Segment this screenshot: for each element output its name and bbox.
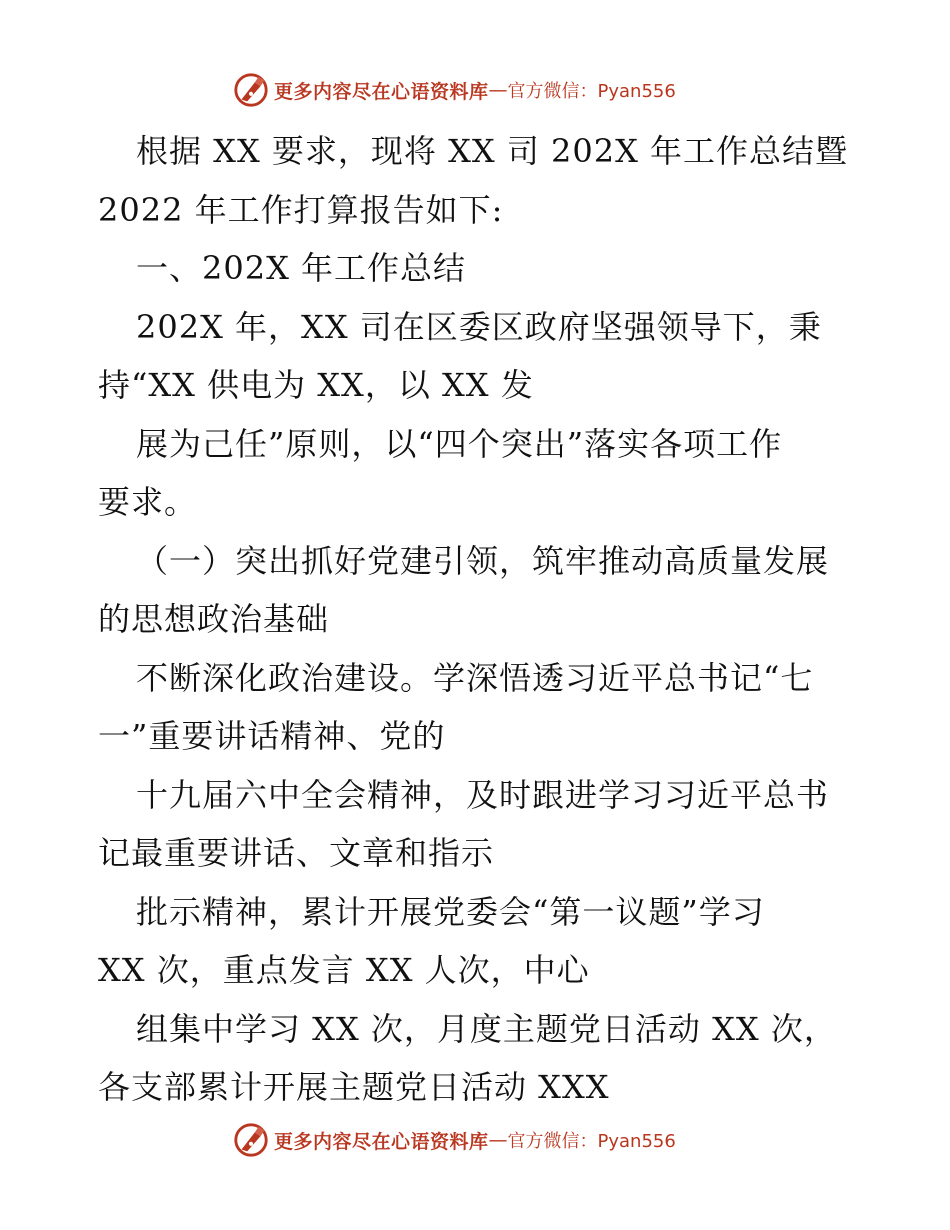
paragraph-line: 记最重要讲话、文章和指示 <box>98 834 495 872</box>
document-body <box>98 122 858 1117</box>
banner-site-name: 更多内容尽在心语资料库 <box>274 80 489 103</box>
paragraph-line: 组集中学习 XX 次，月度主题党日活动 XX 次， <box>136 1009 837 1048</box>
banner-wechat-id: 官方微信：Pyan556 <box>507 81 676 102</box>
header-watermark-banner <box>232 70 732 110</box>
subsection-heading: （一）突出抓好党建引领，筑牢推动高质量发展 <box>136 541 830 580</box>
footer-watermark-banner <box>232 1120 732 1160</box>
paragraph-line: 要求。 <box>98 483 198 521</box>
paragraph-line: 根据 XX 要求，现将 XX 司 202X 年工作总结暨 <box>136 132 849 170</box>
banner-wechat-id: 官方微信：Pyan556 <box>507 1131 676 1152</box>
paragraph-line: 各支部累计开展主题党日活动 XXX <box>98 1068 610 1106</box>
pen-nib-logo-icon <box>232 71 270 109</box>
paragraph-line: 展为己任”原则，以“四个突出”落实各项工作 <box>136 424 783 463</box>
pen-nib-logo-icon <box>232 1121 270 1159</box>
paragraph-line: XX 次，重点发言 XX 人次，中心 <box>98 951 590 989</box>
banner-dash: — <box>488 1129 508 1151</box>
paragraph-line: 不断深化政治建设。学深悟透习近平总书记“七 <box>136 658 814 697</box>
paragraph-line: 的思想政治基础 <box>98 600 330 638</box>
paragraph-line: 2022 年工作打算报告如下: <box>98 190 504 229</box>
paragraph-line: 一”重要讲话精神、党的 <box>98 717 446 755</box>
paragraph-line: 十九届六中全会精神，及时跟进学习习近平总书 <box>136 775 830 814</box>
paragraph-line: 持“XX 供电为 XX，以 XX 发 <box>98 366 534 404</box>
paragraph-line: 202X 年，XX 司在区委区政府坚强领导下，秉 <box>136 307 822 346</box>
paragraph-line: 批示精神，累计开展党委会“第一议题”学习 <box>136 892 765 931</box>
banner-dash: — <box>488 79 508 101</box>
section-heading: 一、202X 年工作总结 <box>136 249 467 287</box>
banner-site-name: 更多内容尽在心语资料库 <box>274 1130 489 1153</box>
